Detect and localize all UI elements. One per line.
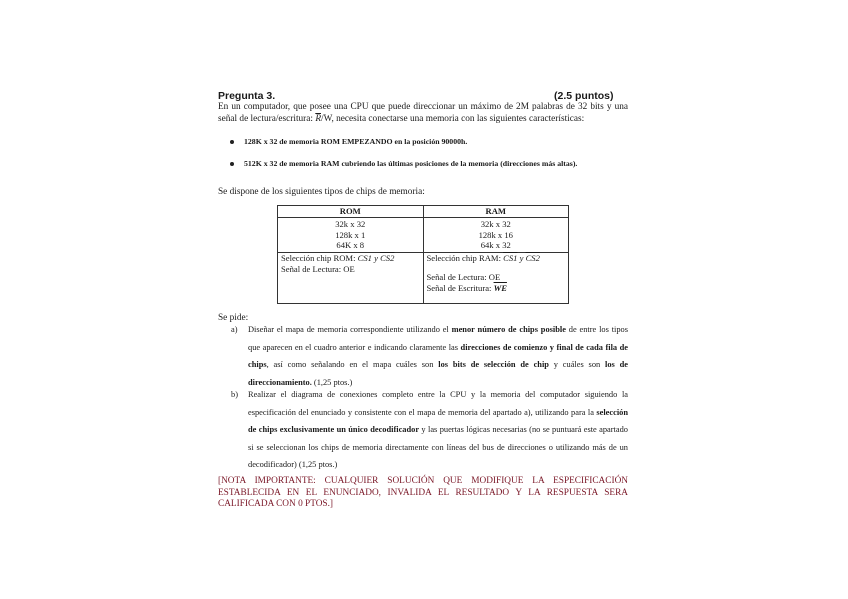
rom-signals-cell bbox=[278, 252, 424, 303]
requirement-ram-text: 512K x 32 de memoria RAM cubriendo las últimas posiciones de la memoria (direcciones más altas). bbox=[244, 159, 578, 168]
ask-a-label: a) bbox=[231, 325, 238, 334]
bullet-icon bbox=[230, 140, 234, 144]
ram-read-signal: Señal de Lectura: OE bbox=[426, 271, 501, 282]
ram-type: 64k x 32 bbox=[480, 240, 511, 250]
ram-type: 128k x 16 bbox=[478, 229, 513, 240]
intro-paragraph bbox=[218, 101, 628, 125]
rom-cs2: CS2 bbox=[380, 252, 395, 263]
rom-type: 32k x 32 bbox=[335, 219, 366, 229]
rw-signal-overline: $\overline{R}$ bbox=[315, 114, 321, 124]
ram-type: 32k x 32 bbox=[480, 219, 511, 229]
table-header-row bbox=[278, 206, 569, 218]
ram-select-line bbox=[427, 253, 566, 264]
ask-b-text: Realizar el diagrama de conexiones completo entre la CPU y la memoria del computador siguiendo la especificación del enunciado y consistente con el mapa de memoria del apartado a), utilizando para la selección de chips exclusivamente un único decodificador y las puertas lógicas necesarias (no se puntuará este apartado si se seleccionan los chips de memoria directamente con líneas del bus de direcciones o utilizando más de un decodificador) (1,25 ptos.) bbox=[248, 390, 628, 469]
rom-types-cell bbox=[278, 218, 424, 253]
ask-a-text: Diseñar el mapa de memoria correspondiente utilizando el menor número de chips posible de entre los tipos que aparecen en el cuadro anterior e indicando claramente las direcciones de comienzo y final de cada fila de chips, así como señalando en el mapa cuáles son los bits de selección de chip y cuáles son los de direccionamiento. (1,25 ptos.) bbox=[248, 325, 629, 387]
rom-select-line bbox=[281, 253, 420, 264]
ask-item-a bbox=[231, 321, 628, 391]
table-signals-row bbox=[278, 252, 569, 303]
ram-cs1: CS1 bbox=[503, 252, 518, 263]
memory-chips-table bbox=[277, 205, 569, 304]
ram-y: y bbox=[517, 252, 526, 263]
question-points: (2.5 puntos) bbox=[554, 90, 614, 102]
table-types-row bbox=[278, 218, 569, 253]
important-note: [NOTA IMPORTANTE: CUALQUIER SOLUCIÓN QUE MODIFIQUE LA ESPECIFICACIÓN ESTABLECIDA EN EL ENUNCIADO, INVALIDA EL RESULTADO Y LA RESPUESTA SERA CALIFICADA CON 0 PTOS.] bbox=[218, 476, 628, 509]
rom-cs1: CS1 bbox=[357, 252, 372, 263]
header-ram: RAM bbox=[423, 206, 569, 218]
ram-select-label: Selección chip RAM: bbox=[426, 252, 504, 263]
ram-we: $\overline{WE}$ bbox=[493, 282, 507, 293]
rom-type: 128k x 1 bbox=[335, 229, 366, 240]
ask-item-b bbox=[231, 386, 628, 474]
intro-text-1: En un computador, que posee una CPU que puede direccionar un máximo de 2M palabras de 32 bits y una señal de lectura/escritura: bbox=[218, 102, 628, 124]
rom-read-signal: Señal de Lectura: OE bbox=[281, 263, 355, 274]
requirement-rom bbox=[230, 137, 467, 146]
question-title: Pregunta 3. bbox=[218, 90, 276, 102]
intro-text-2: /W, necesita conectarse una memoria con las siguientes características: bbox=[321, 114, 585, 124]
ram-cs2: CS2 bbox=[525, 252, 540, 263]
rom-type: 64K x 8 bbox=[336, 240, 365, 250]
ram-write-line bbox=[427, 283, 566, 294]
bullet-icon bbox=[230, 162, 234, 166]
ram-types-cell bbox=[423, 218, 569, 253]
ram-signals-cell bbox=[423, 252, 569, 303]
requirement-rom-text: 128K x 32 de memoria ROM EMPEZANDO en la posición 90000h. bbox=[244, 137, 468, 146]
ask-b-label: b) bbox=[231, 390, 238, 399]
rom-select-label: Selección chip ROM: bbox=[281, 252, 358, 263]
rom-y: y bbox=[371, 252, 381, 263]
requirement-ram bbox=[230, 159, 577, 168]
chips-intro: Se dispone de los siguientes tipos de chips de memoria: bbox=[218, 187, 425, 197]
header-rom: ROM bbox=[278, 206, 424, 218]
ram-write-label: Señal de Escritura: bbox=[426, 282, 494, 293]
asks-title: Se pide: bbox=[218, 313, 249, 323]
